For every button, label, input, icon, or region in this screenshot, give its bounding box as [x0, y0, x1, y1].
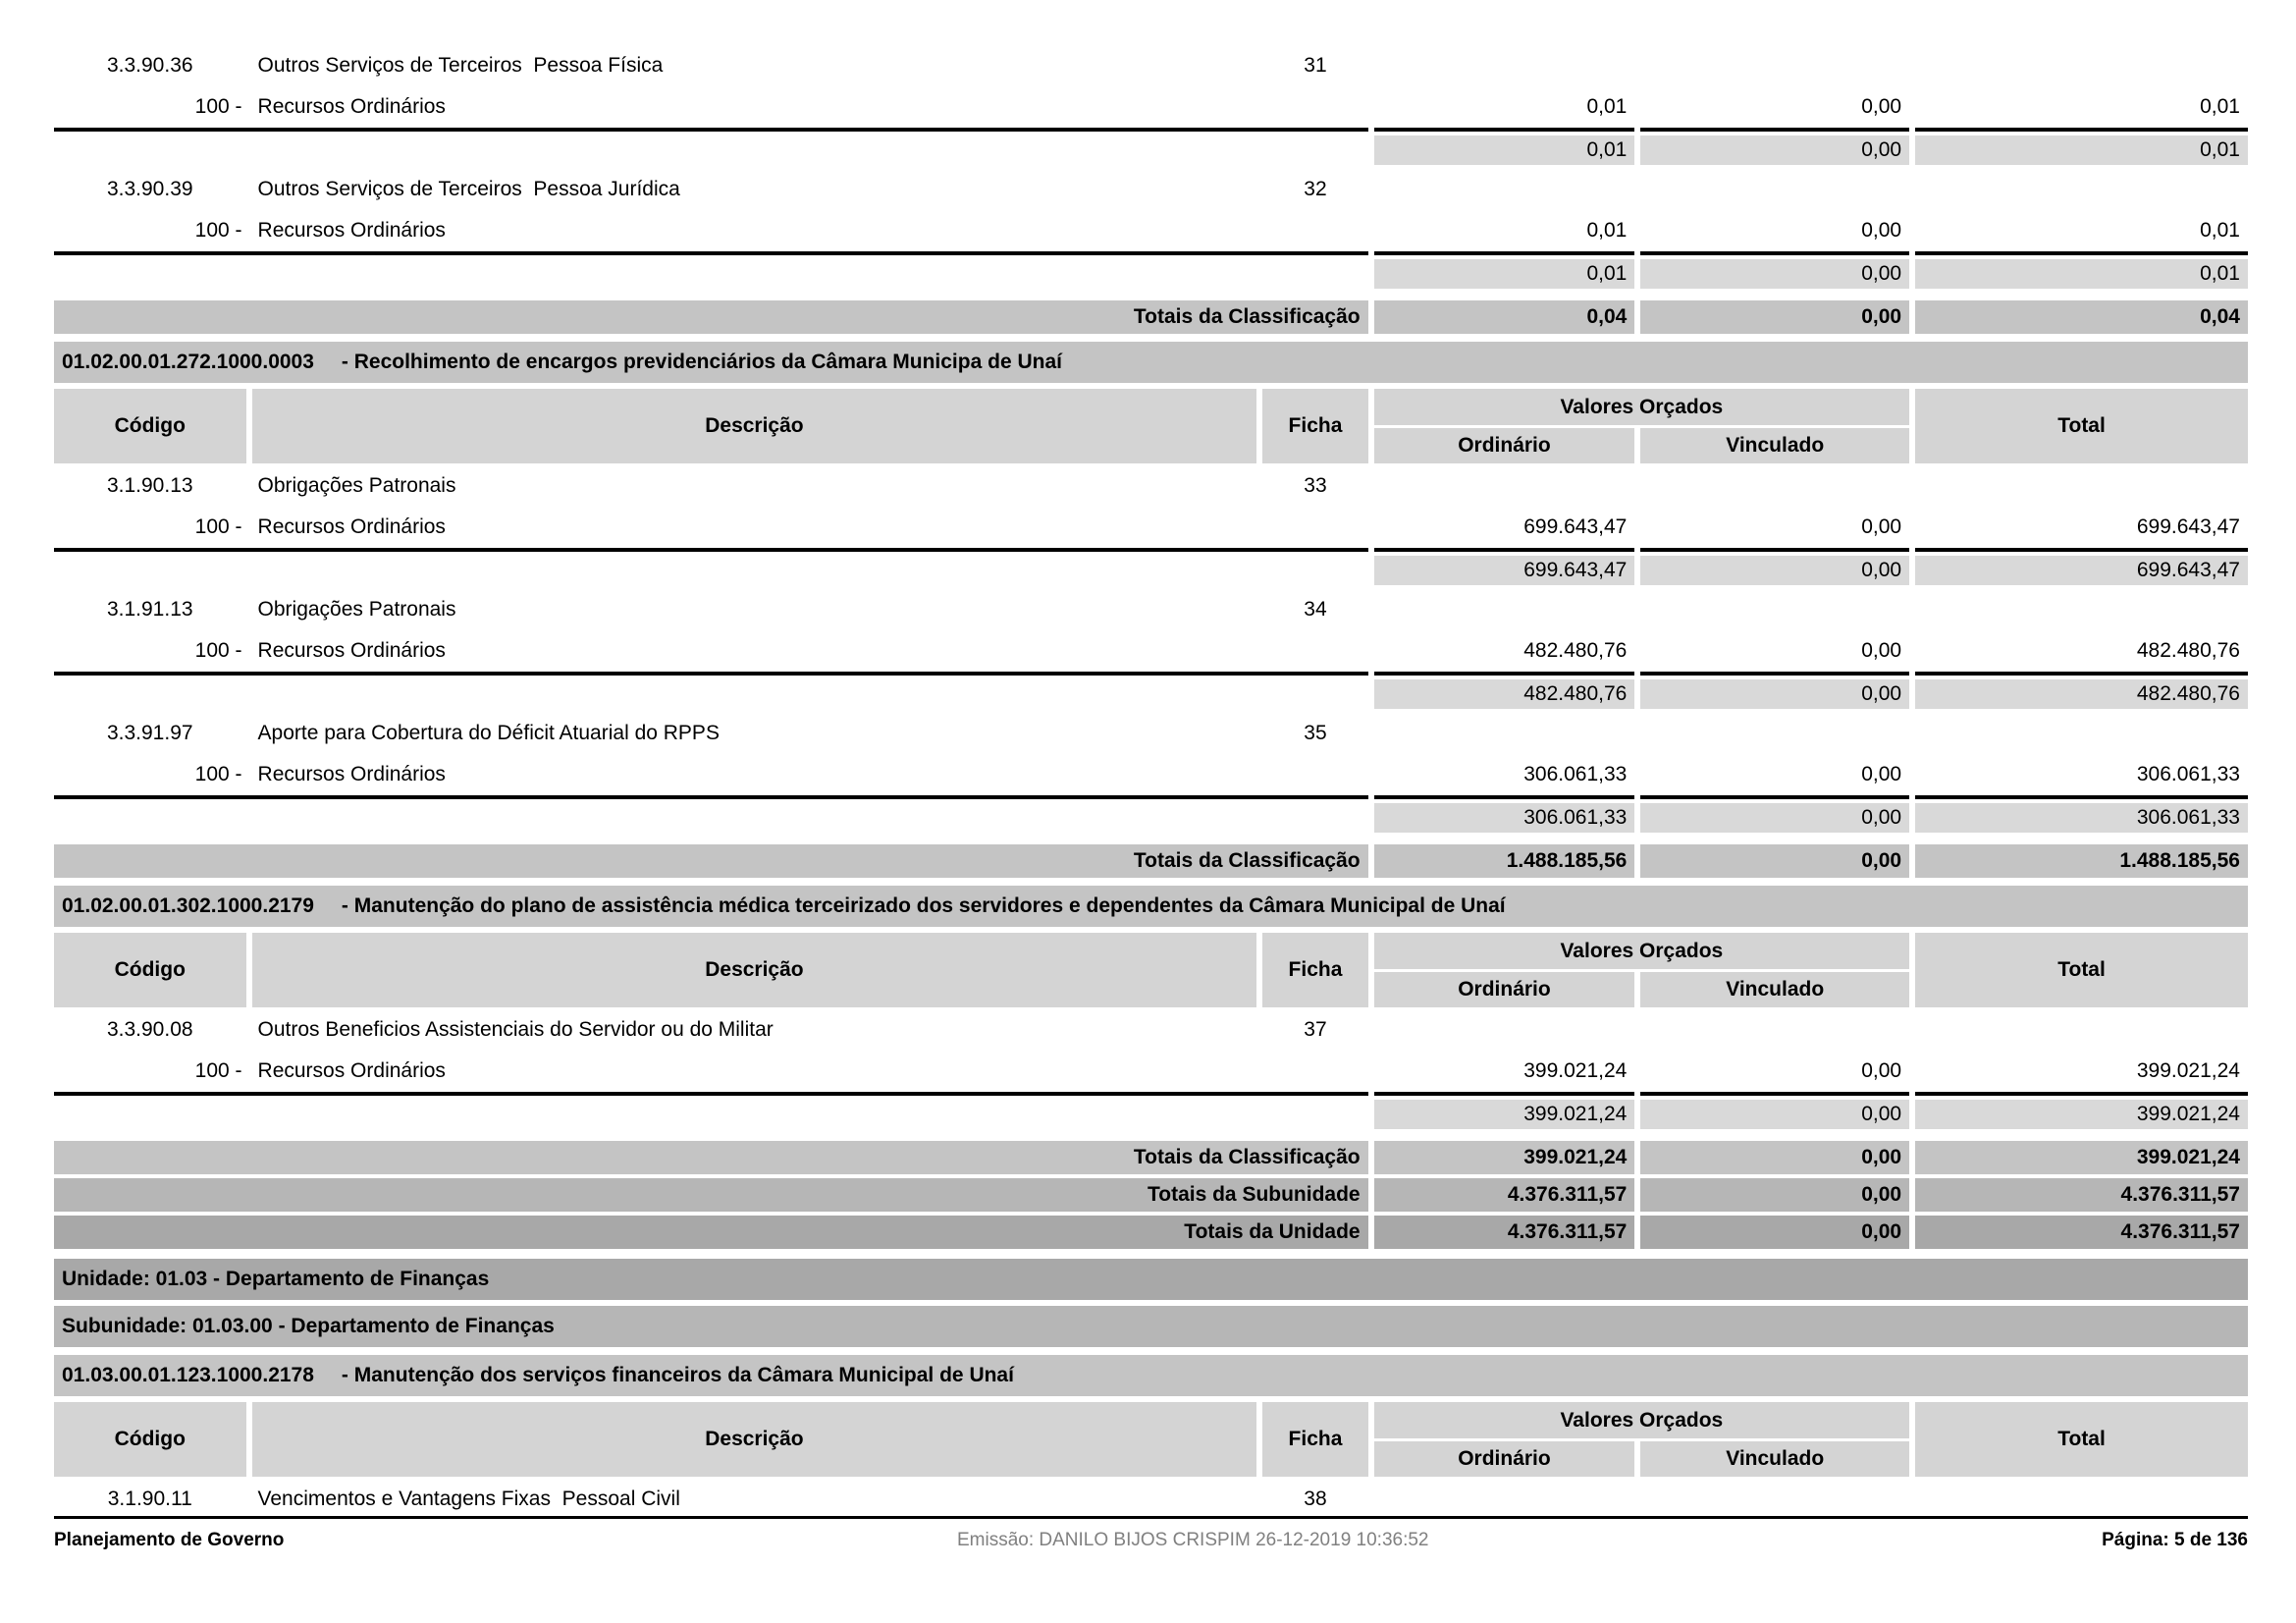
value-ordinario: 399.021,24: [1523, 1059, 1628, 1082]
value-total: 0,01: [2200, 219, 2240, 242]
value-ordinario: 306.061,33: [1523, 763, 1628, 785]
subtotal-ordinario: 699.643,47: [1374, 556, 1635, 585]
unidade-totals-row: [54, 1216, 2248, 1249]
entry-subtotal-row: [54, 1100, 2248, 1129]
subtotal-vinculado: 0,00: [1640, 679, 1909, 709]
subtotal-ordinario: 482.480,76: [1374, 679, 1635, 709]
entry-ficha: 35: [1304, 722, 1327, 744]
classification-totals-label: Totais da Classificação: [54, 300, 1368, 334]
column-header-codigo: Código: [54, 1402, 246, 1477]
column-header-vinculado: Vinculado: [1640, 1441, 1909, 1477]
entry-code: 3.1.90.13: [106, 474, 193, 497]
unidade-total-total: 4.376.311,57: [1915, 1216, 2248, 1249]
entry-code-row: [54, 473, 2248, 499]
entry-code-row: [54, 53, 2248, 79]
column-header-descricao: Descrição: [252, 389, 1257, 463]
value-vinculado: 0,00: [1861, 1059, 1902, 1082]
resource-row: [54, 218, 2248, 243]
subtotal-vinculado: 0,00: [1640, 803, 1909, 833]
resource-code: 100 -: [194, 639, 242, 662]
value-ordinario: 0,01: [1586, 95, 1628, 118]
column-header-ficha: Ficha: [1262, 389, 1367, 463]
table-header: [54, 933, 2248, 1007]
entry-ficha: 34: [1304, 598, 1327, 621]
value-vinculado: 0,00: [1861, 95, 1902, 118]
value-total: 399.021,24: [2136, 1059, 2240, 1082]
value-ordinario: 0,01: [1586, 219, 1628, 242]
column-header-codigo: Código: [54, 389, 246, 463]
entry-description: Obrigações Patronais: [257, 598, 456, 621]
resource-name: Recursos Ordinários: [257, 515, 446, 538]
value-vinculado: 0,00: [1861, 639, 1902, 662]
entry-subtotal-row: [54, 803, 2248, 833]
entry-code: 3.3.90.39: [106, 178, 193, 200]
classification-total-ordinario: 1.488.185,56: [1374, 844, 1635, 878]
entry-code: 3.3.90.36: [106, 54, 193, 77]
subunidade-totals-row: [54, 1178, 2248, 1212]
column-header-valores-orcados: Valores Orçados: [1374, 1402, 1909, 1438]
unidade-total-vinculado: 0,00: [1640, 1216, 1909, 1249]
classification-total-total: 399.021,24: [1915, 1141, 2248, 1174]
column-header-vinculado: Vinculado: [1640, 428, 1909, 463]
value-total: 0,01: [2200, 95, 2240, 118]
entry-code: 3.3.90.08: [106, 1018, 193, 1041]
classification-title: - Manutenção do plano de assistência médica terceirizado dos servidores e dependentes da Câmara Municipal de Unaí: [341, 894, 1506, 917]
budget-entry: [54, 473, 2248, 585]
subunidade-totals-label: Totais da Subunidade: [54, 1178, 1368, 1212]
top-margin: [54, 0, 2248, 53]
column-header-ordinario: Ordinário: [1374, 428, 1635, 463]
column-header-total: Total: [1915, 389, 2248, 463]
subunidade-total-ordinario: 4.376.311,57: [1374, 1178, 1635, 1212]
unidade-band: Unidade: 01.03 - Departamento de Finanças: [54, 1259, 2248, 1300]
value-vinculado: 0,00: [1861, 219, 1902, 242]
subtotal-total: 0,01: [1915, 259, 2248, 289]
classification-header-band: [54, 342, 2248, 383]
entry-code-row: [54, 597, 2248, 622]
column-header-total: Total: [1915, 1402, 2248, 1477]
resource-name: Recursos Ordinários: [257, 95, 446, 118]
resource-code: 100 -: [194, 763, 242, 785]
column-header-descricao: Descrição: [252, 933, 1257, 1007]
column-header-ficha: Ficha: [1262, 933, 1367, 1007]
subunidade-total-vinculado: 0,00: [1640, 1178, 1909, 1212]
subtotal-vinculado: 0,00: [1640, 135, 1909, 165]
resource-row: [54, 94, 2248, 120]
subtotal-total: 306.061,33: [1915, 803, 2248, 833]
entry-ficha: 31: [1304, 54, 1327, 77]
classification-total-total: 0,04: [1915, 300, 2248, 334]
table-header: [54, 389, 2248, 463]
subtotal-vinculado: 0,00: [1640, 556, 1909, 585]
value-ordinario: 482.480,76: [1523, 639, 1628, 662]
entry-code: 3.3.91.97: [106, 722, 193, 744]
classification-totals-row: [54, 844, 2248, 878]
entry-ficha: 37: [1304, 1018, 1327, 1041]
entry-subtotal-row: [54, 679, 2248, 709]
entry-code-row: [54, 177, 2248, 202]
value-vinculado: 0,00: [1861, 763, 1902, 785]
classification-code: 01.02.00.01.302.1000.2179: [62, 894, 314, 917]
budget-entry: [54, 53, 2248, 165]
column-header-ordinario: Ordinário: [1374, 1441, 1635, 1477]
subtotal-vinculado: 0,00: [1640, 1100, 1909, 1129]
resource-row: [54, 1058, 2248, 1084]
resource-code: 100 -: [194, 1059, 242, 1082]
entry-subtotal-row: [54, 259, 2248, 289]
subunidade-band: Subunidade: 01.03.00 - Departamento de Finanças: [54, 1306, 2248, 1347]
resource-name: Recursos Ordinários: [257, 1059, 446, 1082]
classification-title: - Manutenção dos serviços financeiros da Câmara Municipal de Unaí: [341, 1364, 1014, 1386]
classification-total-vinculado: 0,00: [1640, 300, 1909, 334]
column-header-valores-orcados: Valores Orçados: [1374, 933, 1909, 969]
entry-divider: [54, 548, 2248, 552]
unidade-total-ordinario: 4.376.311,57: [1374, 1216, 1635, 1249]
entry-divider: [54, 128, 2248, 132]
column-header-total: Total: [1915, 933, 2248, 1007]
subunidade-total-total: 4.376.311,57: [1915, 1178, 2248, 1212]
budget-entry: [54, 721, 2248, 833]
resource-code: 100 -: [194, 95, 242, 118]
entry-divider: [54, 672, 2248, 676]
subtotal-ordinario: 399.021,24: [1374, 1100, 1635, 1129]
entry-code-row: [54, 1487, 2248, 1512]
classification-total-ordinario: 0,04: [1374, 300, 1635, 334]
classification-title: - Recolhimento de encargos previdenciários da Câmara Municipa de Unaí: [341, 351, 1062, 373]
entry-ficha: 33: [1304, 474, 1327, 497]
budget-entry: [54, 1487, 2248, 1512]
classification-totals-label: Totais da Classificação: [54, 1141, 1368, 1174]
resource-name: Recursos Ordinários: [257, 639, 446, 662]
resource-code: 100 -: [194, 219, 242, 242]
budget-entry: [54, 177, 2248, 289]
subtotal-total: 399.021,24: [1915, 1100, 2248, 1129]
column-header-descricao: Descrição: [252, 1402, 1257, 1477]
value-total: 306.061,33: [2136, 763, 2240, 785]
classification-section: [54, 342, 2248, 878]
classification-total-vinculado: 0,00: [1640, 844, 1909, 878]
footer-emission-info: Emissão: DANILO BIJOS CRISPIM 26-12-2019 10:36:52: [957, 1530, 1429, 1550]
entry-description: Outros Serviços de Terceiros Pessoa Jurídica: [257, 178, 680, 200]
column-header-ordinario: Ordinário: [1374, 972, 1635, 1007]
subtotal-vinculado: 0,00: [1640, 259, 1909, 289]
column-header-codigo: Código: [54, 933, 246, 1007]
classification-code: 01.03.00.01.123.1000.2178: [62, 1364, 314, 1386]
entry-code: 3.1.91.13: [106, 598, 193, 621]
entry-subtotal-row: [54, 556, 2248, 585]
footer-report-name: Planejamento de Governo: [54, 1530, 285, 1550]
resource-row: [54, 638, 2248, 664]
subtotal-ordinario: 306.061,33: [1374, 803, 1635, 833]
entry-code-row: [54, 721, 2248, 746]
subtotal-ordinario: 0,01: [1374, 259, 1635, 289]
column-header-vinculado: Vinculado: [1640, 972, 1909, 1007]
budget-entry: [54, 1017, 2248, 1129]
resource-name: Recursos Ordinários: [257, 219, 446, 242]
classification-total-total: 1.488.185,56: [1915, 844, 2248, 878]
resource-row: [54, 762, 2248, 787]
budget-entry: [54, 597, 2248, 709]
subtotal-total: 699.643,47: [1915, 556, 2248, 585]
table-header: [54, 1402, 2248, 1477]
entry-description: Aporte para Cobertura do Déficit Atuarial do RPPS: [257, 722, 720, 744]
classification-section: [54, 886, 2248, 1249]
column-header-valores-orcados: Valores Orçados: [1374, 389, 1909, 425]
entry-code: 3.1.90.11: [107, 1488, 192, 1510]
entry-ficha: 38: [1304, 1488, 1327, 1510]
subtotal-ordinario: 0,01: [1374, 135, 1635, 165]
resource-code: 100 -: [194, 515, 242, 538]
subtotal-total: 0,01: [1915, 135, 2248, 165]
classification-code: 01.02.00.01.272.1000.0003: [62, 351, 314, 373]
classification-total-vinculado: 0,00: [1640, 1141, 1909, 1174]
value-vinculado: 0,00: [1861, 515, 1902, 538]
classification-section: [54, 1355, 2248, 1512]
classification-totals-row: [54, 1141, 2248, 1174]
resource-row: [54, 514, 2248, 540]
entry-code-row: [54, 1017, 2248, 1043]
entry-divider: [54, 1092, 2248, 1096]
entry-ficha: 32: [1304, 178, 1327, 200]
classification-header-band: [54, 886, 2248, 927]
entry-subtotal-row: [54, 135, 2248, 165]
subtotal-total: 482.480,76: [1915, 679, 2248, 709]
entry-description: Obrigações Patronais: [257, 474, 456, 497]
resource-name: Recursos Ordinários: [257, 763, 446, 785]
page-footer: [54, 1516, 2248, 1551]
classification-totals-row: [54, 300, 2248, 334]
footer-page-number: Página: 5 de 136: [2102, 1530, 2248, 1550]
value-total: 699.643,47: [2136, 515, 2240, 538]
classification-header-band: [54, 1355, 2248, 1396]
unidade-totals-label: Totais da Unidade: [54, 1216, 1368, 1249]
classification-section: [54, 53, 2248, 334]
entry-description: Outros Beneficios Assistenciais do Servidor ou do Militar: [257, 1018, 774, 1041]
value-ordinario: 699.643,47: [1523, 515, 1628, 538]
entry-divider: [54, 251, 2248, 255]
entry-description: Vencimentos e Vantagens Fixas Pessoal Civil: [257, 1488, 680, 1510]
classification-total-ordinario: 399.021,24: [1374, 1141, 1635, 1174]
report-body: [54, 0, 2248, 1528]
entry-description: Outros Serviços de Terceiros Pessoa Física: [257, 54, 664, 77]
classification-totals-label: Totais da Classificação: [54, 844, 1368, 878]
value-total: 482.480,76: [2136, 639, 2240, 662]
entry-divider: [54, 795, 2248, 799]
column-header-ficha: Ficha: [1262, 1402, 1367, 1477]
